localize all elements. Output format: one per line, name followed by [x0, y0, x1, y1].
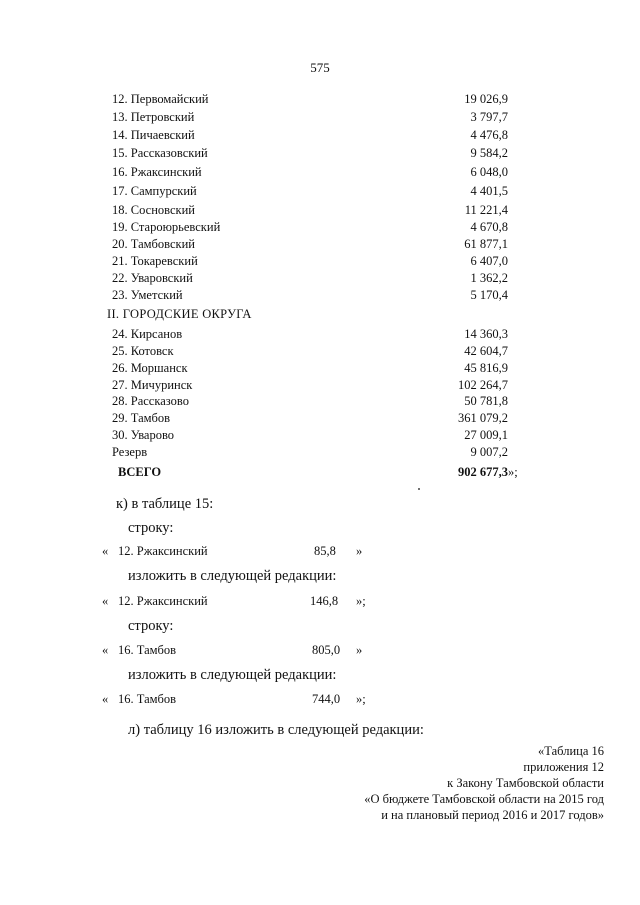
row-value: 102 264,7: [458, 378, 508, 392]
scan-speck: [418, 488, 420, 490]
row-value: 9 584,2: [470, 146, 508, 160]
quote-name: 16. Тамбов: [118, 692, 177, 706]
row-value: 6 048,0: [470, 165, 508, 179]
table-row: [112, 343, 508, 360]
row-name: 23. Уметский: [112, 288, 183, 302]
row-name: 16. Ржаксинский: [112, 165, 202, 179]
table-row: [112, 427, 508, 444]
row-value: 50 781,8: [464, 394, 508, 408]
instruction-izlozhit-1: изложить в следующей редакции:: [128, 568, 337, 584]
table-caption-line: «О бюджете Тамбовской области на 2015 год: [364, 792, 604, 806]
quote-value: 805,0: [312, 643, 341, 657]
table-row: [112, 109, 508, 126]
row-value: 61 877,1: [464, 237, 508, 251]
table-row: [112, 91, 508, 108]
instruction-stroku-1: строку:: [128, 520, 174, 536]
row-name: 20. Тамбовский: [112, 237, 195, 251]
total-value: 902 677,3: [458, 465, 508, 479]
row-name: 25. Котовск: [112, 344, 174, 358]
quote-value: 85,8: [314, 544, 336, 558]
table-row: [112, 145, 508, 162]
table-caption-line: «Таблица 16: [538, 744, 604, 758]
table-row: [112, 183, 508, 200]
quote-row-3: [102, 641, 402, 659]
table-row: [112, 236, 508, 253]
quote-value: 744,0: [312, 692, 341, 706]
row-name: 21. Токаревский: [112, 254, 198, 268]
row-name: 14. Пичаевский: [112, 128, 195, 142]
row-name: Резерв: [112, 445, 148, 459]
row-name: 24. Кирсанов: [112, 327, 183, 341]
row-value: 42 604,7: [464, 344, 508, 358]
table-row: [112, 326, 508, 343]
row-value: 27 009,1: [464, 428, 508, 442]
table-row: [112, 219, 508, 236]
row-value: 4 670,8: [470, 220, 508, 234]
row-name: 13. Петровский: [112, 110, 195, 124]
row-name: 17. Сампурский: [112, 184, 197, 198]
total-suffix: »;: [508, 465, 518, 479]
row-value: 19 026,9: [464, 92, 508, 106]
table-caption-line: и на плановый период 2016 и 2017 годов»: [381, 808, 604, 822]
total-label: ВСЕГО: [118, 465, 162, 479]
open-quote: «: [102, 692, 109, 706]
table-row: [112, 202, 508, 219]
row-value: 361 079,2: [458, 411, 508, 425]
table-row: [112, 360, 508, 377]
open-quote: «: [102, 544, 109, 558]
instruction-izlozhit-2: изложить в следующей редакции:: [128, 667, 337, 683]
row-value: 1 362,2: [470, 271, 508, 285]
quote-value: 146,8: [310, 594, 339, 608]
row-value: 6 407,0: [470, 254, 508, 268]
row-name: 30. Уварово: [112, 428, 175, 442]
open-quote: «: [102, 594, 109, 608]
row-value: 14 360,3: [464, 327, 508, 341]
row-value: 11 221,4: [464, 203, 508, 217]
total-row: [118, 464, 518, 481]
quote-row-1: [102, 542, 402, 560]
close-quote: »;: [356, 594, 366, 608]
row-value: 3 797,7: [470, 110, 508, 124]
quote-row-2: [102, 592, 402, 610]
table-row: [112, 444, 508, 461]
table-caption-line: к Закону Тамбовской области: [447, 776, 604, 790]
row-value: 5 170,4: [470, 288, 508, 302]
row-name: 27. Мичуринск: [112, 378, 193, 392]
paragraph-k: к) в таблице 15:: [116, 496, 214, 512]
table-row: [112, 164, 508, 181]
table-row: [112, 270, 508, 287]
close-quote: »;: [356, 692, 366, 706]
close-quote: »: [356, 544, 363, 558]
table-row: [112, 287, 508, 304]
row-name: 19. Староюрьевский: [112, 220, 221, 234]
row-value: 4 476,8: [470, 128, 508, 142]
open-quote: «: [102, 643, 109, 657]
instruction-stroku-2: строку:: [128, 618, 174, 634]
table-row: [112, 127, 508, 144]
table-row: [112, 377, 508, 394]
quote-row-4: [102, 690, 402, 708]
table-row: [112, 393, 508, 410]
paragraph-l: л) таблицу 16 изложить в следующей редакции:: [128, 722, 424, 738]
row-name: 18. Сосновский: [112, 203, 195, 217]
quote-name: 12. Ржаксинский: [118, 594, 208, 608]
row-name: 15. Рассказовский: [112, 146, 208, 160]
page-number: 575: [310, 60, 330, 75]
row-name: 12. Первомайский: [112, 92, 209, 106]
quote-name: 12. Ржаксинский: [118, 544, 208, 558]
quote-name: 16. Тамбов: [118, 643, 177, 657]
row-name: 22. Уваровский: [112, 271, 193, 285]
row-value: 9 007,2: [470, 445, 508, 459]
row-name: 28. Рассказово: [112, 394, 189, 408]
row-name: 26. Моршанск: [112, 361, 188, 375]
row-value: 4 401,5: [470, 184, 508, 198]
table-row: [112, 253, 508, 270]
section-heading: II. ГОРОДСКИЕ ОКРУГА: [107, 307, 252, 321]
close-quote: »: [356, 643, 363, 657]
table-row: [112, 410, 508, 427]
row-value: 45 816,9: [464, 361, 508, 375]
table-caption-line: приложения 12: [523, 760, 604, 774]
row-name: 29. Тамбов: [112, 411, 171, 425]
